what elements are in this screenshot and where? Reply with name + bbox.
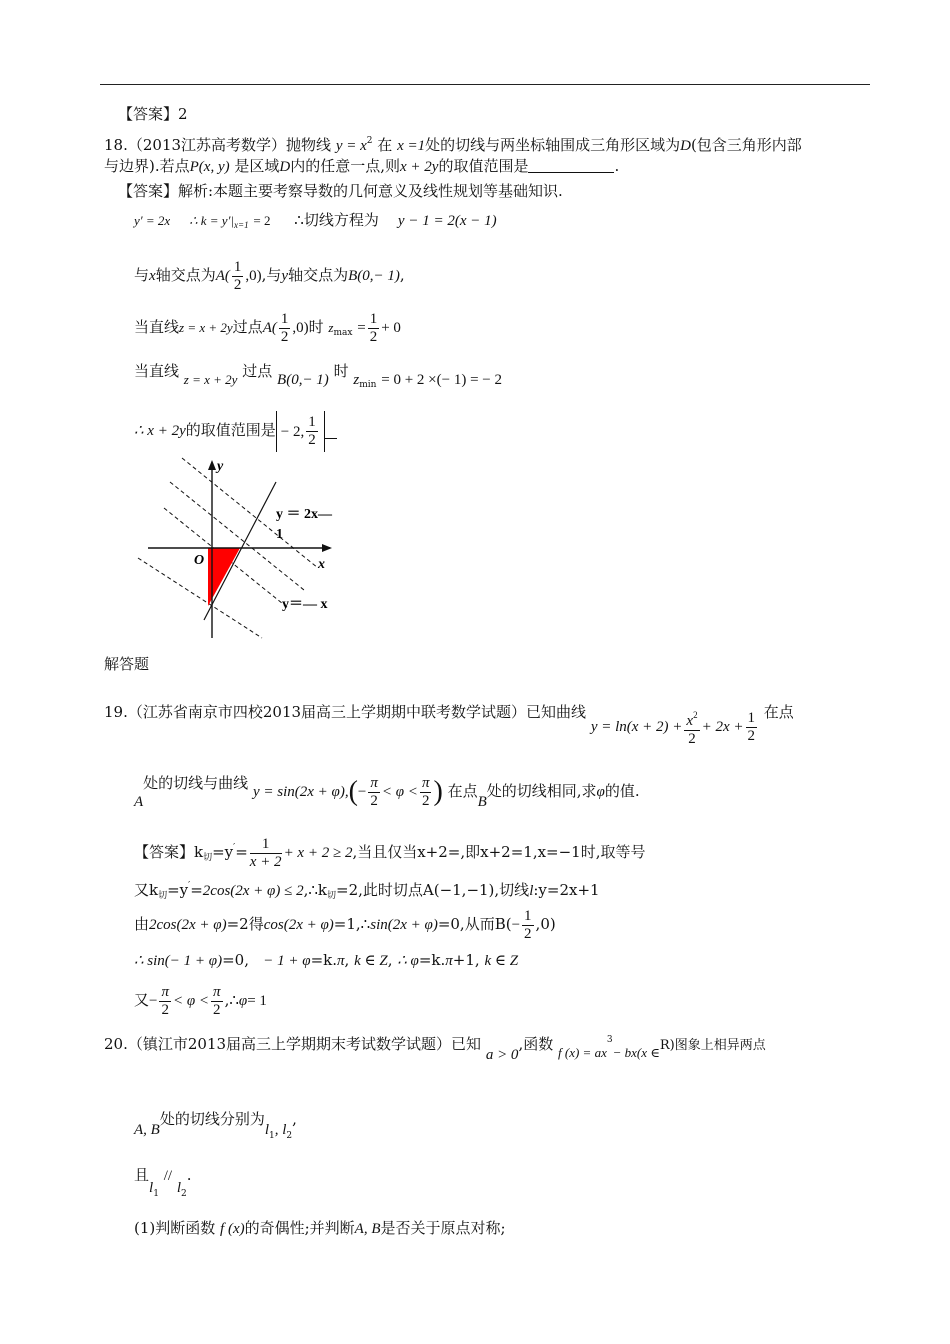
frac-half: $\frac{1}{2}$: [233, 258, 242, 293]
question-19-line1: [104, 688, 794, 751]
q18-zmin: z: [353, 372, 360, 388]
q18-l2-c: 内的任意一点,则: [290, 157, 401, 175]
q19-l4-a: =0,: [222, 951, 249, 969]
x-axis-arrow: [322, 544, 332, 552]
q20-text-e: 且: [134, 1166, 150, 1184]
q20-fx2: f (x): [220, 1221, 245, 1237]
q18-x1-sub: x=1: [234, 220, 249, 230]
q18-step4: [134, 358, 502, 398]
q20-AB2: A, B: [354, 1221, 381, 1237]
q18-sup2: 2: [366, 136, 373, 146]
q19-answer-line4: ∴ sin(− 1 + φ)=0, − 1 + φ=k.π, k ∈ Z, ∴ φ=k.π+1, k ∈ Z: [134, 951, 519, 969]
frac-half-2: $\frac{1}{2}$: [280, 310, 289, 345]
q19-text-c: 处的切线与曲线: [143, 774, 249, 792]
q18-max-sub: max: [333, 328, 353, 338]
header-rule: [100, 84, 870, 85]
frac-pi2-c: $\frac{\pi}{2}$: [161, 983, 169, 1018]
q18-x2y: x + 2y: [400, 159, 439, 175]
q18-zmax: z: [328, 320, 334, 335]
q19-final: = 1: [247, 993, 267, 1009]
answer-blank: [528, 158, 614, 173]
frac-pi-2: $\frac{\pi}{2}$: [370, 774, 378, 809]
line1-label: y ＝ 2x—: [276, 507, 332, 522]
q19-m1phi: − 1 + φ: [263, 953, 311, 969]
q19-l4-b: =k.: [310, 951, 338, 969]
q20-text-b: ,函数: [518, 1035, 554, 1053]
q18-l2-d: 的取值范围是: [438, 157, 529, 175]
q18-s4-a: 当直线: [134, 362, 180, 380]
q20-l2: l: [282, 1122, 287, 1138]
q18-parabola: y = x: [335, 138, 367, 154]
q19-ans-a: 【答案】k: [134, 843, 204, 861]
q19-text-e: 处的切线相同,求: [486, 782, 597, 800]
q18-yprime: y′ = 2x: [134, 213, 171, 228]
q19-A: A: [134, 794, 144, 810]
q20-parallel: //: [163, 1168, 173, 1184]
q19-cos3: cos(2x + φ): [263, 917, 334, 933]
q19-curve2: + 2x +: [701, 719, 744, 735]
q19-answer-line2: 又$k_切=y'=2\cos(2x + \varphi)$ ≤ $2,\therefore k_切=2$,此时切点A(−1,−1),切线l:y=2x+1: [134, 881, 600, 901]
q19-l3-a: 由: [134, 915, 150, 933]
q19-l5-b: ,∴: [224, 991, 239, 1009]
q19-minus: −: [357, 784, 367, 800]
q18-s1-mid: ∴切线方程为: [294, 211, 379, 229]
range-bracket: [276, 411, 325, 452]
q19-pi: π: [337, 953, 345, 969]
q19-cos: 2cos(2x + φ) ≤ 2: [202, 883, 304, 899]
q19-sin: y = sin(2x + φ),: [252, 784, 349, 800]
q18-A: A(: [215, 268, 230, 284]
q20-q1-a: (1)判断函数: [134, 1219, 216, 1237]
q18-D2: D: [279, 159, 291, 175]
q19-text-f: 的值.: [604, 782, 640, 800]
q18-A2: A(: [262, 320, 277, 336]
q19-kz: k ∈ Z: [354, 953, 388, 969]
question-19-line2: A处的切线与曲线 y = sin(2x + φ),(− $\frac{\pi}{2}$ < φ < $\frac{\pi}{2}$ ) 在点B处的切线相同,求φ的值.: [134, 774, 640, 810]
q19-l4-d: +1,: [452, 951, 480, 969]
q19-text-d: 在点: [447, 782, 478, 800]
q18-min-sub: min: [359, 380, 377, 390]
q19-ans-c: ,当且仅当x+2=,即x+2=1,x=−1时,取等号: [352, 843, 646, 861]
q19-l2-e: :y=2x+1: [533, 881, 600, 899]
q18-s2-a: 与: [134, 266, 150, 284]
q20-text-d: 处的切线分别为: [159, 1110, 265, 1128]
q18-zmax-val: + 0: [381, 320, 401, 336]
section-title: 解答题: [104, 655, 150, 673]
q18-s5-a: 的取值范围是: [185, 421, 276, 439]
q19-l4-c: =k.: [418, 951, 446, 969]
q19-phi: φ: [596, 784, 605, 800]
question-20-line2: A, B处的切线分别为$l_1$, $l_2$,: [134, 1110, 297, 1141]
q18-s3-c: 时: [308, 318, 324, 336]
q18-text-d: (包含三角形内部: [690, 136, 802, 154]
q19-frac-expr: + x + 2 ≥ 2: [283, 845, 353, 861]
q20-l1: l: [264, 1122, 270, 1138]
q18-step1: [134, 210, 497, 235]
q18-tangent: y − 1 = 2(x − 1): [397, 213, 497, 229]
q19-text-a: 19.（江苏省南京市四校2013届高三上学期期中联考数学试题）已知曲线: [104, 703, 587, 721]
q18-A-end: ,0): [245, 268, 262, 284]
q19-kz2: k ∈ Z: [484, 953, 519, 969]
dashed-line-4: [138, 558, 262, 638]
dashed-line-2: [170, 482, 304, 590]
q20-q1-b: 的奇偶性;并判断: [244, 1219, 355, 1237]
q19-text-b: 在点: [763, 703, 794, 721]
q19-l3-c: =1,∴: [333, 915, 371, 933]
q18-B: B(0,− 1): [348, 268, 400, 284]
q19-l3-d: =0,从而B(: [437, 915, 512, 933]
q18-answer: [118, 181, 563, 201]
q19-l2-c: ,∴k: [303, 881, 327, 899]
q19-ineq: < φ <: [381, 784, 418, 800]
q18-step5: [134, 410, 337, 452]
question-20-part1: [134, 1218, 506, 1239]
frac-half-3: $\frac{1}{2}$: [369, 310, 378, 345]
q19-B: B: [477, 794, 487, 810]
question-18-line1: [104, 131, 802, 156]
line1-label-b: 1: [276, 527, 283, 542]
q18-s4-b: 过点: [242, 362, 273, 380]
q18-text-a: 18.（2013江苏高考数学）抛物线: [104, 136, 332, 154]
q19-answer-line3: 由2cos(2x + φ)=2得cos(2x + φ)=1,∴sin(2x + φ)=0,从而B(− $\frac{1}{2}$ ,0): [134, 907, 556, 942]
q19-l2-d: =2,此时切点A(−1,−1),切线: [336, 881, 530, 899]
q18-zline2: z = x + 2y: [183, 372, 238, 387]
q18-therefore: ∴ x + 2y: [134, 423, 186, 439]
q18-P: P(x, y): [189, 159, 230, 175]
frac-pi2-d: $\frac{\pi}{2}$: [213, 983, 221, 1018]
q18-s3-b: 过点: [232, 318, 263, 336]
q19-l2-b: =y: [167, 881, 189, 899]
origin-label: O: [194, 553, 205, 568]
q20-text-a: 20.（镇江市2013届高三上学期期末考试数学试题）已知: [104, 1035, 482, 1053]
q18-zmin-val: = 0 + 2 ×(− 1) = − 2: [381, 372, 502, 388]
q18-l2-b: 是区域: [234, 157, 280, 175]
q18-step3: 当直线z = x + 2y过点A( $\frac{1}{2}$ ,0)时 $z_{max}$ = $\frac{1}{2}$ + 0: [134, 310, 401, 345]
q18-s3-a: 当直线: [134, 318, 180, 336]
q20-l2b: l: [176, 1180, 181, 1196]
q18-B2: B(0,− 1): [277, 372, 329, 388]
frac-half-4: $\frac{1}{2}$: [308, 414, 316, 448]
q19-phi2: φ: [238, 993, 248, 1009]
q19-l2-a: 又k: [134, 881, 159, 899]
q18-A2-end: ,0): [292, 320, 309, 336]
q19-cos2: 2cos(2x + φ): [149, 917, 227, 933]
q20-a-gt0: a > 0: [485, 1047, 519, 1063]
y-axis-arrow: [208, 460, 216, 470]
frac-x2-over-2: $\frac{x^2}{2}$: [684, 707, 699, 748]
q18-s2-b: 轴交点为: [155, 266, 216, 284]
frac-half-q19b: $\frac{1}{2}$: [524, 907, 532, 942]
question-20-line3: 且$l_1 // l_2$.: [134, 1166, 192, 1199]
q18-text-c: 处的切线与两坐标轴围成三角形区域为: [425, 136, 681, 154]
q20-q1-c: 是否关于原点对称;: [380, 1219, 506, 1237]
q19-l3-b: =2得: [226, 915, 264, 933]
q19-curve: y = ln(x + 2) +: [590, 719, 683, 735]
range-left: − 2,: [280, 423, 305, 440]
q19-sin2: sin(2x + φ): [370, 917, 438, 933]
q18-s4-c: 时: [333, 362, 349, 380]
q19-l3-e: ,0): [535, 915, 556, 933]
q18-s2-d: 轴交点为: [288, 266, 349, 284]
y-axis-label: y: [217, 459, 224, 474]
q18-D: D: [680, 138, 691, 154]
q18-s2-y: y: [281, 268, 289, 284]
q19-thphi: ∴ φ: [397, 953, 419, 969]
q18-eq2: = 2: [253, 213, 271, 228]
feasible-region-figure: [128, 452, 368, 640]
answer-17-text: 【答案】2: [118, 105, 188, 123]
q18-s2-c: ,与: [261, 266, 282, 284]
q19-l: l: [529, 883, 534, 899]
frac-half-q19: $\frac{1}{2}$: [747, 709, 755, 744]
q20-AB: A, B: [134, 1122, 160, 1138]
q18-answer-text: 【答案】解析:本题主要考察导数的几何意义及线性规划等基础知识.: [118, 182, 563, 200]
q18-zline: z = x + 2y: [179, 320, 233, 335]
q19-pi2: π: [445, 953, 453, 969]
q19-l5-a: 又: [134, 991, 150, 1009]
q18-x1: x =1: [397, 138, 426, 154]
question-18-line2: 与边界).若点P(x, y) 是区域D内的任意一点,则x + 2y的取值范围是 .: [104, 157, 620, 175]
q18-s2-x: x: [149, 268, 156, 284]
line2-label: y＝— x: [282, 597, 328, 612]
x-axis-label: x: [318, 557, 325, 572]
answer-17: [118, 104, 188, 124]
feasible-region: [208, 548, 240, 606]
section-heading: [104, 654, 149, 674]
q20-fx-tail: − bx(x ∈: [612, 1045, 660, 1060]
q19-answer-line1: 【答案】$k_切=y'=$ $\frac{1}{x + 2}$ + x + 2 ≥ 2,当且仅当x+2=,即x+2=1,x=−1时,取等号: [134, 835, 646, 870]
question-20-line1: 20.（镇江市2013届高三上学期期末考试数学试题）已知 a > 0,函数 f $(x) = ax^3- bx(x$ ∈R)图象上相异两点: [104, 1035, 766, 1063]
q18-step2: 与x轴交点为A( $\frac{1}{2}$ ,0),与y轴交点为B(0,− 1),: [134, 258, 405, 293]
q18-l2-a: 与边界).若点: [104, 157, 190, 175]
q19-ans-b: =y: [212, 843, 234, 861]
q20-text-c: R)图象上相异两点: [659, 1038, 766, 1053]
q18-text-b: 在: [377, 136, 393, 154]
frac-pi-2b: $\frac{\pi}{2}$: [421, 774, 430, 809]
frac-1-over-x2: $\frac{1}{x + 2}$: [249, 835, 282, 870]
q20-l1b: l: [149, 1180, 154, 1196]
q18-k: ∴ k = y′|: [189, 213, 234, 228]
q19-answer-line5: 又− $\frac{\pi}{2}$ < φ < $\frac{\pi}{2}$ ,∴φ= 1: [134, 983, 267, 1018]
q19-sin3: ∴ sin(− 1 + φ): [134, 953, 223, 969]
q20-fx: f (x) = ax: [558, 1045, 607, 1060]
